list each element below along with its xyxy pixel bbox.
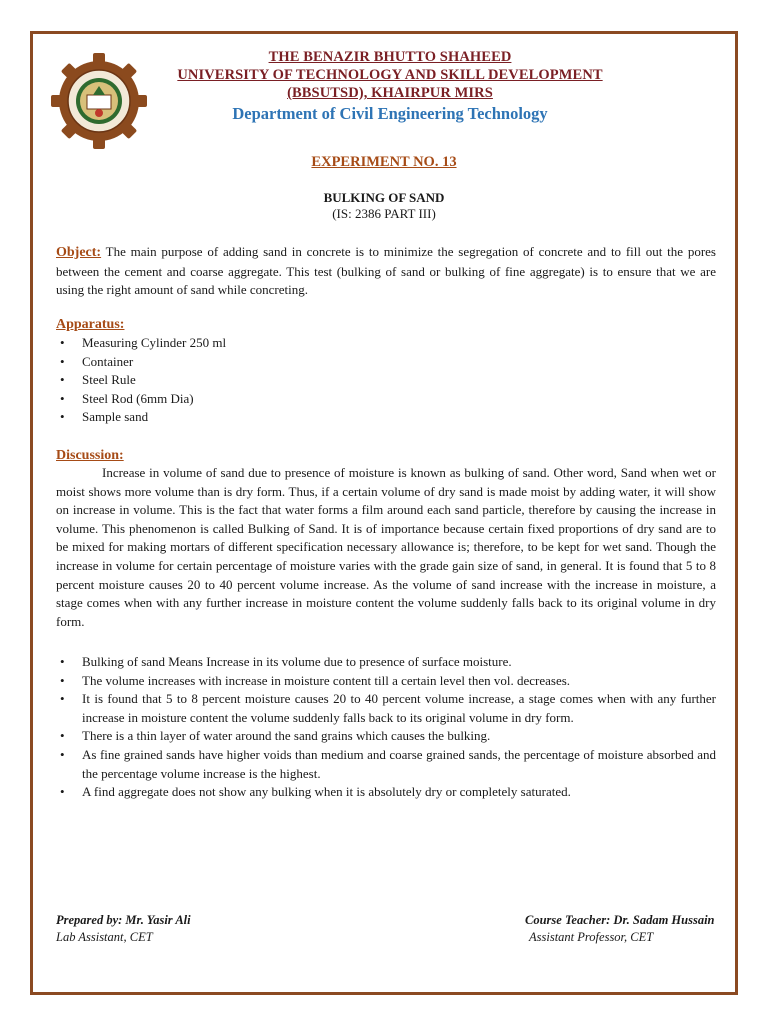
course-teacher-role: Assistant Professor, CET — [529, 929, 654, 944]
prepared-by-role: Lab Assistant, CET — [56, 929, 153, 944]
apparatus-item: • Steel Rule — [56, 371, 716, 390]
object-text: The main purpose of adding sand in concrete is to minimize the segregation of concrete and to fill out the pores between the cement and coarse aggregate. This test (bulking of sand or bulking of fine aggregate) is to ensure that we are using the right amount of sand while concreting. — [56, 244, 716, 298]
experiment-number: EXPERIMENT NO. 13 — [311, 154, 457, 170]
object-paragraph — [56, 243, 716, 300]
discussion-point: • Bulking of sand Means Increase in its volume due to presence of surface moisture. — [56, 653, 716, 672]
experiment-standard: (IS: 2386 PART III) — [332, 206, 436, 221]
apparatus-item: • Steel Rod (6mm Dia) — [56, 390, 716, 409]
discussion-point: • As fine grained sands have higher voids than medium and coarse grained sands, the percentage of moisture absorbed and the percentage volume increase is the highest. — [56, 746, 716, 783]
experiment-title: BULKING OF SAND — [323, 190, 445, 205]
apparatus-item: • Sample sand — [56, 408, 716, 427]
prepared-by-name: Prepared by: Mr. Yasir Ali — [56, 913, 191, 927]
prepared-by-block — [56, 912, 191, 945]
discussion-paragraph — [56, 464, 716, 631]
object-label: Object: — [56, 245, 102, 260]
university-logo — [49, 51, 149, 151]
discussion-point: • It is found that 5 to 8 percent moisture causes 20 to 40 percent volume increase, a stage comes when with any further increase in moisture content the volume suddenly falls back to its original volume in dry form. — [56, 690, 716, 727]
apparatus-item: • Measuring Cylinder 250 ml — [56, 334, 716, 353]
discussion-point: • A find aggregate does not show any bulking when it is absolutely dry or completely saturated. — [56, 783, 716, 802]
course-teacher-block — [525, 912, 715, 945]
discussion-text: Increase in volume of sand due to presence of moisture is known as bulking of sand. Other word, Sand when wet or moist shows more volume than is dry form. Thus, if a certain volume of dry sand is made moist by adding water, it will show on increase in volume. This is the fact that water forms a film around each sand particle, therefore by causing the increase in volume. This phenomenon is called Bulking of Sand. It is of importance because certain fixed proportions of dry sand are to be mixed for making mortars of different specification necessary allowance is; therefore, to be kept for wet sand. Though the increase in volume for certain percentage of moisture varies with the grade gain size of sand, in general. It is found that 5 to 8 percent moisture causes 20 to 40 percent volume increase. As the volume of sand increase with the increase in moisture, a stage comes when with any further increase in moisture content the volume suddenly falls back to its original volume in dry form. — [56, 465, 716, 629]
discussion-point: • There is a thin layer of water around the sand grains which causes the bulking. — [56, 727, 716, 746]
department-name: Department of Civil Engineering Technology — [232, 104, 548, 123]
university-name-line-2: UNIVERSITY OF TECHNOLOGY AND SKILL DEVELOPMENT — [177, 67, 603, 83]
university-name-line-3: (BBSUTSD), KHAIRPUR MIRS — [287, 85, 493, 101]
apparatus-item: • Container — [56, 353, 716, 372]
apparatus-heading: Apparatus: — [56, 317, 125, 332]
course-teacher-name: Course Teacher: Dr. Sadam Hussain — [525, 913, 715, 927]
discussion-point: • The volume increases with increase in moisture content till a certain level then vol. decreases. — [56, 672, 716, 691]
university-name-line-1: THE BENAZIR BHUTTO SHAHEED — [268, 49, 512, 65]
apparatus-list — [56, 334, 716, 427]
discussion-heading: Discussion: — [56, 448, 124, 463]
discussion-points — [56, 653, 716, 802]
